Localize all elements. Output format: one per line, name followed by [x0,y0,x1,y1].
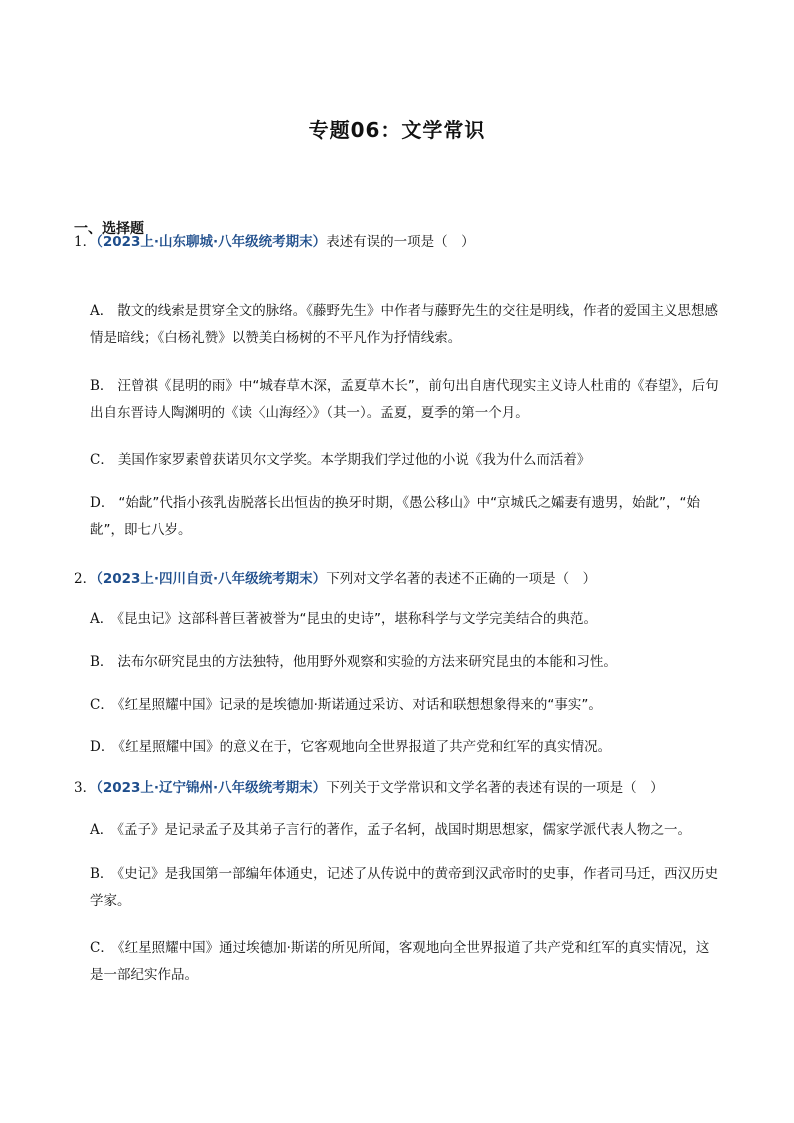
option-text: 《昆虫记》这部科普巨著被誉为“昆虫的史诗”，堪称科学与文学完美结合的典范。 [117,611,597,627]
option-label: A． [90,611,114,627]
option-a [90,817,722,844]
question-source: （2023上·四川自贡·八年级统考期末） [96,571,327,587]
question-stem: 下列对文学名著的表述不正确的一项是（ ） [326,571,597,587]
option-label: A． [90,822,114,838]
question-stem: 下列关于文学常识和文学名著的表述有误的一项是（ ） [326,780,664,796]
option-text: 汪曾祺《昆明的雨》中“城春草木深，孟夏草木长”，前句出自唐代现实主义诗人杜甫的《春望》，后句出自东晋诗人陶渊明的《读〈山海经〉》（其一）。孟夏，夏季的第一个月。 [90,378,719,421]
option-d [90,490,722,544]
option-text: 《红星照耀中国》记录的是埃德加·斯诺通过采访、对话和联想想象得来的“事实”。 [117,697,602,713]
option-label: D． [90,495,115,511]
option-text: 美国作家罗素曾获诺贝尔文学奖。本学期我们学过他的小说《我为什么而活着》 [117,452,591,468]
question-stem: 表述有误的一项是（ ） [326,234,475,250]
question-1 [74,232,724,252]
question-source: （2023上·山东聊城·八年级统考期末） [96,234,327,250]
option-b [90,861,722,915]
option-label: C． [90,452,114,468]
option-text: “始龀”代指小孩乳齿脱落长出恒齿的换牙时期，《愚公移山》中“京城氏之孀妻有遗男，始龀”，“始龀”，即七八岁。 [90,495,701,538]
question-3 [74,778,724,798]
option-d [90,734,722,761]
option-b [90,373,722,427]
option-c [90,935,722,989]
section-heading: 一、选择题 [74,221,144,237]
option-text: 散文的线索是贯穿全文的脉络。《藤野先生》中作者与藤野先生的交往是明线，作者的爱国主义思想感情是暗线；《白杨礼赞》以赞美白杨树的不平凡作为抒情线索。 [90,303,718,346]
question-source: （2023上·辽宁锦州·八年级统考期末） [96,780,327,796]
option-b [90,649,722,676]
option-label: C． [90,940,114,956]
option-text: 《史记》是我国第一部编年体通史，记述了从传说中的黄帝到汉武帝时的史事，作者司马迁，西汉历史学家。 [90,866,719,909]
option-a [90,298,722,352]
option-c [90,692,722,719]
question-number: 1． [74,234,97,250]
question-number: 3． [74,780,97,796]
option-text: 《红星照耀中国》的意义在于，它客观地向全世界报道了共产党和红军的真实情况。 [118,739,612,755]
option-text: 法布尔研究昆虫的方法独特，他用野外观察和实验的方法来研究昆虫的本能和习性。 [117,654,617,670]
option-label: B． [90,654,114,670]
option-label: C． [90,697,114,713]
option-c [90,447,722,474]
option-a [90,606,722,633]
page-title: 专题06：文学常识 [308,118,486,142]
option-text: 《孟子》是记录孟子及其弟子言行的著作，孟子名轲，战国时期思想家，儒家学派代表人物之一。 [117,822,691,838]
option-label: B． [90,378,114,394]
option-label: D． [90,739,115,755]
question-number: 2． [74,571,97,587]
question-2 [74,569,724,589]
option-text: 《红星照耀中国》通过埃德加·斯诺的所见所闻，客观地向全世界报道了共产党和红军的真实情况，这是一部纪实作品。 [90,940,710,983]
option-label: A． [90,303,114,319]
option-label: B． [90,866,114,882]
